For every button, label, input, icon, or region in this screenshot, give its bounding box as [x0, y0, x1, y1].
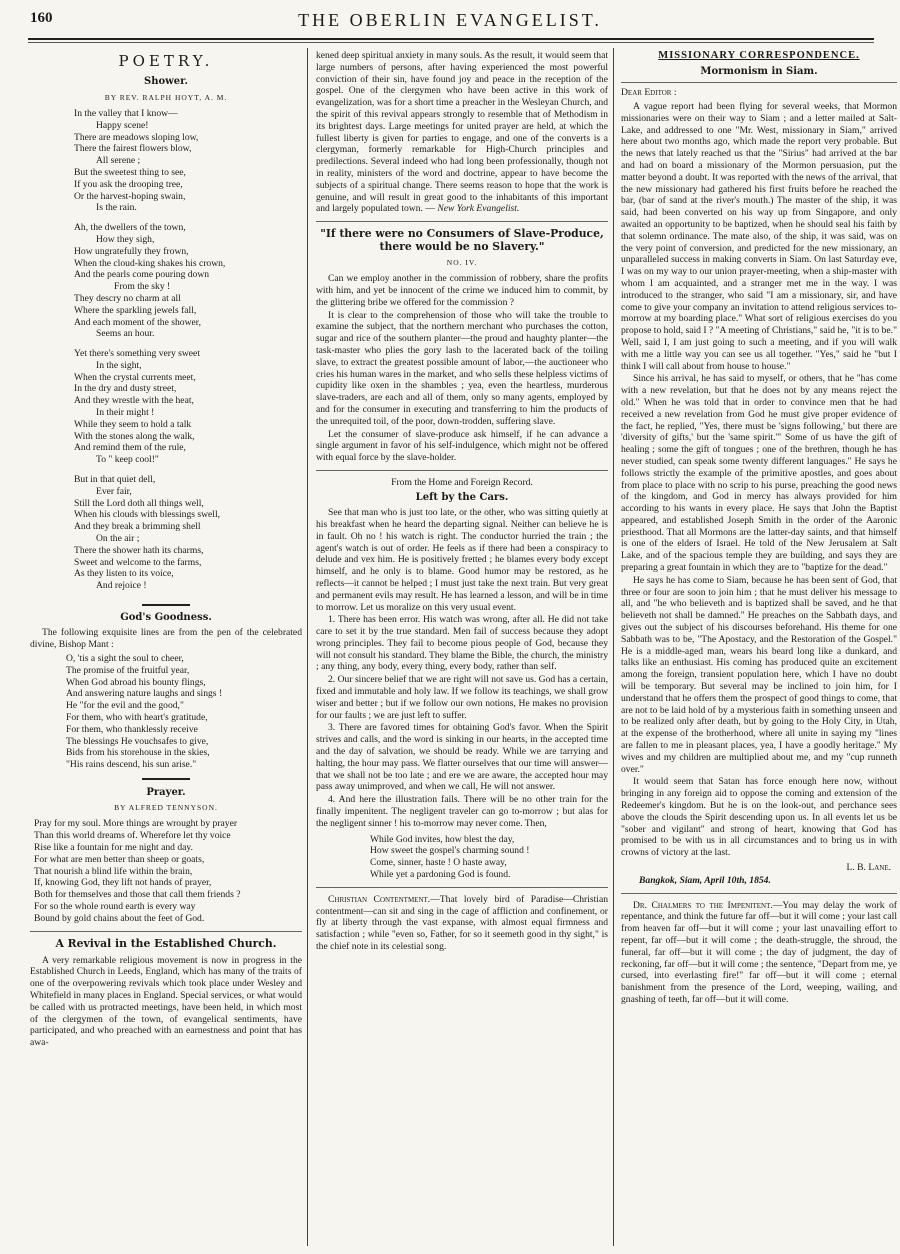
article-paragraph: 1. There has been error. His watch was wrong, after all. He did not take care to set it by the true standard. Men fail of success because they adopt wrong principles. They fail to become pious people of God, because they will not consult his standard. They blame the Bible, the church, the ministry ; any thing, any body, every thing, every body, rather than self. [316, 614, 608, 673]
poem-line: Rise like a fountain for me night and day. [34, 842, 193, 853]
poetry-section-title: POETRY. [118, 52, 214, 70]
poem-line: And each moment of the shower, [74, 316, 201, 328]
poem-line: And rejoice ! [96, 580, 147, 592]
poem-line: Is the rain. [96, 202, 137, 214]
revival-continued: kened deep spiritual anxiety in many souls. As the result, it would seem that large numbers of persons, after having experienced the most powerful conviction of their sin, have found joy and peace in the reception of the gospel. One of the clergymen who have been active in this work of evangelization, was for a short time a preacher in the Wesleyan Church, and the spirit of this revival appears strongly to resemble that of Methodism in its brightest days. Large meetings for united prayer are held, at which the fullest liberty is given for parties to engage, and one of the converts is a clergyman, formerly remarkable for High-Church principles and predilections. Several indeed who had long been professionally, though not in reality, ministers of the word and doctrine, appear to have become the subjects of a spiritual change. There seems reason to hope that the work is genuine, and will result in great good to the inhabitants of this important and largely populated town. — New York Evangelist. [316, 50, 608, 215]
section-rule [621, 893, 897, 894]
article-source: From the Home and Foreign Record. [391, 477, 533, 489]
poem-line: For them, who thanklessly receive [66, 723, 198, 735]
poem-line: Pray for my soul. More things are wrought by prayer [34, 818, 238, 830]
poem-goodness [66, 653, 302, 771]
poem-line: Come, sinner, haste ! O haste away, [370, 857, 507, 869]
section-rule [30, 931, 302, 932]
article-paragraph: 3. There are favored times for obtaining God's favor. When the Spirit strives and calls, and the word is sinking in our hearts, in the accepted time and the day of salvation, we should be ready. While we are tarrying and halting, the hour may pass. We flatter ourselves that our time will answer—that we shall not be too late ; and ere we are aware, the accepted hour may pass away unimproved, and when we call, He will not answer. [316, 722, 608, 793]
signature: L. B. Lane. [846, 862, 891, 873]
article-paragraph: 2. Our sincere belief that we are right will not save us. God has a certain, fixed and immutable and holy law. If we follow its teachings, we shall grow wiser and better ; but if we follow our own notions, He makes no provision for our faults ; we are just left to suffer. [316, 674, 608, 721]
poem-line: There are meadows sloping low, [74, 131, 199, 143]
column-1 [30, 50, 302, 1246]
poem-byline-shower: BY REV. RALPH HOYT, A. M. [104, 92, 228, 102]
poem-line: From the sky ! [114, 281, 171, 293]
hymn-verse [370, 834, 608, 881]
poem-line: Both for themselves and those that call them friends ? [34, 889, 241, 901]
article-paragraph: Let the consumer of slave-produce ask himself, if he can advance a single argument in favor of his self-indulgence, which might not be offered with equal force by the slave-holder. [316, 428, 608, 464]
poem-line: Bound by gold chains about the feet of God. [34, 912, 205, 924]
article-number: NO. IV. [446, 258, 478, 268]
poem-line: "His rains descend, his sun arise." [66, 759, 197, 771]
article-title-consumers: "If there were no Consumers of Slave-Produce, there would be no Slavery." [320, 227, 604, 254]
poem-title-shower: Shower. [144, 76, 188, 88]
poem-line: And the pearls come pouring down [74, 269, 210, 281]
poem-line: For them, who with heart's gratitude, [66, 711, 208, 723]
poem-line: As they listen to its voice, [74, 568, 174, 580]
poem-stanza [74, 222, 302, 340]
poem-stanza [74, 108, 302, 214]
article-title-mormonism: Mormonism in Siam. [700, 65, 818, 77]
poem-line: Bids from his storehouse in the skies, [66, 747, 210, 759]
poem-line: Than this world dreams of. Wherefore let thy voice [34, 830, 231, 842]
poem-line: Or the harvest-hoping swain, [74, 190, 186, 202]
article-paragraph: Can we employ another in the commission of robbery, share the profits with him, and yet be innocent of the crime we induced him to commit, by the glittering bribe we offered for the commission ? [316, 273, 608, 308]
poem-line: To " keep cool!" [96, 454, 159, 466]
poem-line: O, 'tis a sight the soul to cheer, [66, 652, 184, 664]
poem-title-goodness: God's Goodness. [120, 612, 212, 624]
poem-line: While they seem to hold a talk [74, 418, 192, 430]
poem-line: How ungratefully they frown, [74, 245, 189, 257]
poem-line: If, knowing God, they lift not hands of prayer, [34, 877, 212, 889]
article-paragraph: —You may delay the work of repentance, and think the future far off—but it will come ; your last call from heaven far off—but it will come ; your last unavailing effort to repent, far off—but it will come ; the death-struggle, the shroud, the funeral, far off—but it will come ; the day of judgment, the day of reckoning, far off—but it will come ; the sentence, "Depart from me, ye cursed, into everlasting fire!" far off—but it will come ; eternal banishment from the presence of the Lord, weeping, wailing, and gnashing of teeth, far off—but it will come. [621, 899, 897, 1005]
poem-line: The blessings He vouchsafes to give, [66, 735, 209, 747]
chalmers-paragraph [621, 900, 897, 1006]
article-paragraph: 4. And here the illustration fails. There will be no other train for the finally impenitent. The negligent traveler can go to-morrow ; but alas for the negligent sinner ! his to-morrow may never come. Then, [316, 794, 608, 829]
article-paragraph: It is clear to the comprehension of those who will take the trouble to examine the subject, that the northern merchant who purchases the cotton, sugar and rice of the southern planter—the proud and haughty planter—the task-master who plies the gory lash to the lacerated back of the toiling slave, to extract the greatest possible amount of labor,—the auctioneer who cries his human wares in the market, and who sells these helpless victims of cupidity like oxen in the shambles ; yea, even the heartless, murderous slave-traders, are each and all of them, only so many agents, employed by and for the consumer in executing and transferring to him the products of the unrequited toil, of the poor, down-trodden, suffering slave. [316, 309, 608, 427]
poem-byline-prayer: BY ALFRED TENNYSON. [114, 803, 218, 813]
poem-line: While God invites, how blest the day, [370, 833, 515, 845]
poem-line: For so the whole round earth is every way [34, 900, 196, 912]
poem-line: The promise of the fruitful year, [66, 664, 190, 676]
article-title-cars: Left by the Cars. [415, 491, 509, 503]
poem-stanza [74, 474, 302, 592]
article-paragraph: It would seem that Satan has force enough here now, without bringing in any foreign aid to oppose the coming and extension of the Redeemer's kingdom. But he is on the look-out, and perchance sees above the clouds the Spirit descending upon us. In all events let us be "sober and vigilant" and strong of heart, knowing that God has promised to be with us in all circumstances and to bring us in with crowns of victory at the last. [621, 776, 897, 859]
section-separator [30, 600, 302, 609]
article-paragraph: —That lovely bird of Paradise—Christian contentment—can sit and sing in the cage of affliction and confinement, or fly at liberty through the vast expanse, with almost equal firmness and satisfaction ; while "even so, Father, for so it seemeth good in thy sight," is the chief note in its celestial song. [316, 893, 608, 953]
poem-line: There the shower hath its charms, [74, 544, 204, 556]
article-paragraph: See that man who is just too late, or the other, who was sitting quietly at his breakfast when he heard the departing signal. Neither can believe he is in fault. Oh no ! his watch is right. The conductor hurried the train ; the agent's watch is out of order. He feels as if there had been a conspiracy to delude and vex him. He is positively fretted ; he blames every body except himself, and he only is to blame. Good humor may be restored, as he reflects—it cannot be helped ; I must just take the next train. But very great and permanent evils may result. He has learned a lesson, and will be in time to morrow. Let us moralize on this very usual event. [316, 507, 608, 613]
poem-line: Ah, the dwellers of the town, [74, 222, 186, 234]
poem-line: They descry no charm at all [74, 292, 181, 304]
article-paragraph: Since his arrival, he has said to myself, or others, that he "has come with a new revelation, but that he does not by any means reject the old." When he was told that in order to convince men that he had received a new revelation from God he must give proper evidence of the fact, he replied, "Yes, there must be 'signs following,' but there are 'diversity of gifts,' but the 'same spirit.'" Some of us have the gift of healing ; some the gift of tongues ; one of the brethren, though he has never studied, can speak some twenty different languages." He says he follows strictly the example of the primitive apostles, and goes about from place to place with no scrip to his purse, preaching the good news of the kingdom, and God in mercy has always provided for him according to his wants in every place. He says that John the Baptist appeared, and established Joseph Smith in the order of the Aaronic priesthood. That all Mormons are the latter-day saints, and that himself is one of the elders of Israel. He told of the New Jerusalem at Salt Lake, and of the spacious temple they are building, and says they are preparing a great fountain in which they are to "baptize for the dead." [621, 373, 897, 574]
poem-line: But the sweetest thing to see, [74, 166, 186, 178]
poem-line: When God abroad his bounty flings, [66, 676, 206, 688]
poem-line: But in that quiet dell, [74, 474, 156, 486]
poem-line: In their might ! [96, 407, 155, 419]
poem-line: For what are men better than sheep or goats, [34, 853, 205, 865]
poem-line: And they wrestle with the heat, [74, 395, 194, 407]
poem-line: There the fairest flowers blow, [74, 143, 192, 155]
poem-line: When the crystal currents meet, [74, 371, 196, 383]
column-divider-1 [307, 48, 308, 1246]
section-rule [621, 82, 897, 83]
poem-line: Where the sparkling jewels fall, [74, 304, 197, 316]
column-3 [621, 50, 897, 1246]
article-paragraph: A vague report had been flying for several weeks, that Mormon missionaries were on their way to Siam ; and a letter mailed at Salt-Lake, and addressed to one "Mr. West, missionary in Siam," arrived here about two months ago, which made the report very probable. But the news that lately reached us that the "Sirius" had arrived at the bar and had on board a missionary of the Mormon persuasion, put the matter beyond a doubt. It was reported with the news of the arrival, that the new missionary had gathered his first fruits before he reached the bar, (bar of sand at the river's mouth.) The master of the ship, it was said, had been converted on his way up from Singapore, and only awaited an opportunity to be baptized, when he should seal his faith by that solemn ordinance. The mate also, of the ship, it was said, was on the very point of conversion, and predicted for the new missionary, an unparalleled success in making converts in Siam. On last Saturday eve, I was on my way to our union prayer-meeting, when a ship-master with whom I am acquainted, and a stranger met me in the way. I was introduced to the stranger, who said "I am a missionary, sir, and have come to give your company an invitation to attend religious services to-morrow at my boarding place." What sort of religious exercises do you propose to hold, said I ? "A meeting of Christians," said he, "it is to be." Well, said I, I am just going to such a meeting, and if you will walk with me a little way you can see us all together. "Yes," said he "but I think I will call about from house to house." [621, 101, 897, 372]
article-paragraph: A very remarkable religious movement is now in progress in the Established Church in Leeds, England, which has many of the traits of one of the overpowering revivals which took place under Wesley and Whitefield in many places in England. Special services, or what would be called with us protracted meetings, have been held, in which most of the clergymen of the town, of evangelical sentiments, have participated, and who preached with an earnestness and point that has awa- [30, 954, 302, 1049]
poem-line: With the stones along the walk, [74, 430, 195, 442]
poem-line: When the cloud-king shakes his crown, [74, 257, 226, 269]
poem-line: And they break a brimming shell [74, 521, 201, 533]
poem-line: In the valley that I know— [74, 107, 178, 119]
poem-line: And answering nature laughs and sings ! [66, 688, 223, 700]
column-divider-2 [613, 48, 614, 1246]
article-paragraph: He says he has come to Siam, because he has been sent of God, that three or four are soon to join him ; that he must deliver his message to all, and "he who believeth and is baptized shall be saved, and he that believeth not shall be damned." He preaches on the Sabbath days, and gives out the subject of his discourses beforehand. His theme for one Sabbath was to be, "The Apostacy, and the Restoration of the Gospel." He is a middle-aged man, wears his beard long like a dunkard, and talks like an enthusiast. His coming has produced quite an excitement among the foreign, transient population here, which I have no doubt will be temporary. But several may be inclined to join him, for I understand that he offers them the prospect of good things to come, that are not to be laid hold of by a mysterious faith in something unseen and to be realized only after death, but by going to the Holy City, in Utah, at the expense of the brotherhood, where all unite in saying my "lines are fallen to me in pleasant places, yea, I have a goodly heritage." My wives and my children are multiplied about me, and my "cup runneth over." [621, 574, 897, 775]
poem-title-prayer: Prayer. [146, 786, 186, 798]
article-title-revival: A Revival in the Established Church. [55, 936, 277, 950]
contentment-paragraph [316, 894, 608, 953]
poem-line: Happy scene! [96, 119, 149, 131]
page-header [30, 10, 870, 34]
article-paragraph: kened deep spiritual anxiety in many souls. As the result, it would seem that large numbers of persons, after having experienced the most powerful conviction of their sin, have found joy and peace in the reception of the gospel. One of the clergymen who have been active in this work of evangelization, was for a short time a preacher in the Wesleyan Church, and the spirit of this revival appears strongly to resemble that of Methodism in its brightest days. Large meetings for united prayer are held, at which the fullest liberty is given for parties to engage, and one of the converts is a clergyman, formerly remarkable for High-Church principles and predilections. Several indeed who had long been professionally, though not in reality, ministers of the word and doctrine, appear to have become the subjects of a spiritual change. There seems reason to hope that the work is genuine, and will result in great good to the inhabitants of this important and largely populated town. [316, 50, 608, 215]
page-number: 160 [30, 10, 53, 26]
section-separator [30, 775, 302, 784]
poem-line: If you ask the drooping tree, [74, 178, 183, 190]
poem-line: In the sight, [96, 359, 142, 371]
correspondence-section-title: MISSIONARY CORRESPONDENCE. [658, 50, 860, 61]
masthead: THE OBERLIN EVANGELIST. [298, 10, 602, 30]
poem-line: How sweet the gospel's charming sound ! [370, 845, 530, 857]
chalmers-lead: Dr. Chalmers to the Impenitent. [633, 899, 773, 911]
header-rule-thin [28, 42, 874, 43]
poem-line: All serene ; [96, 155, 141, 167]
contentment-lead: Christian Contentment. [328, 893, 431, 905]
poem-prayer [34, 818, 302, 924]
section-rule [316, 221, 608, 222]
poem-line: When his clouds with blessings swell, [74, 509, 221, 521]
poem-line: Still the Lord doth all things well, [74, 497, 204, 509]
poem-shower [74, 108, 302, 592]
section-rule [316, 887, 608, 888]
poem-line: Yet there's something very sweet [74, 348, 200, 360]
salutation: Dear Editor : [621, 87, 677, 99]
poem-line: On the air ; [96, 533, 140, 545]
poem-line: And remind them of the rule, [74, 442, 186, 454]
poem-line: In the dry and dusty street, [74, 383, 177, 395]
poem-line: How they sigh, [96, 233, 155, 245]
goodness-intro: The following exquisite lines are from the pen of the celebrated divine, Bishop Mant : [30, 627, 302, 651]
article-source: New York Evangelist. [437, 203, 520, 215]
poem-line: Seems an hour. [96, 328, 155, 340]
section-rule [316, 470, 608, 471]
poem-stanza [74, 348, 302, 466]
column-2 [316, 50, 608, 1246]
poem-line: Sweet and welcome to the farms, [74, 556, 202, 568]
poem-line: Ever fair, [96, 485, 132, 497]
poem-line: He "for the evil and the good," [66, 700, 184, 712]
poem-line: That nourish a blind life within the brain, [34, 865, 193, 877]
poem-line: While yet a pardoning God is found. [370, 869, 511, 881]
dateline: Bangkok, Siam, April 10th, 1854. [639, 874, 771, 886]
header-rule [28, 38, 874, 40]
